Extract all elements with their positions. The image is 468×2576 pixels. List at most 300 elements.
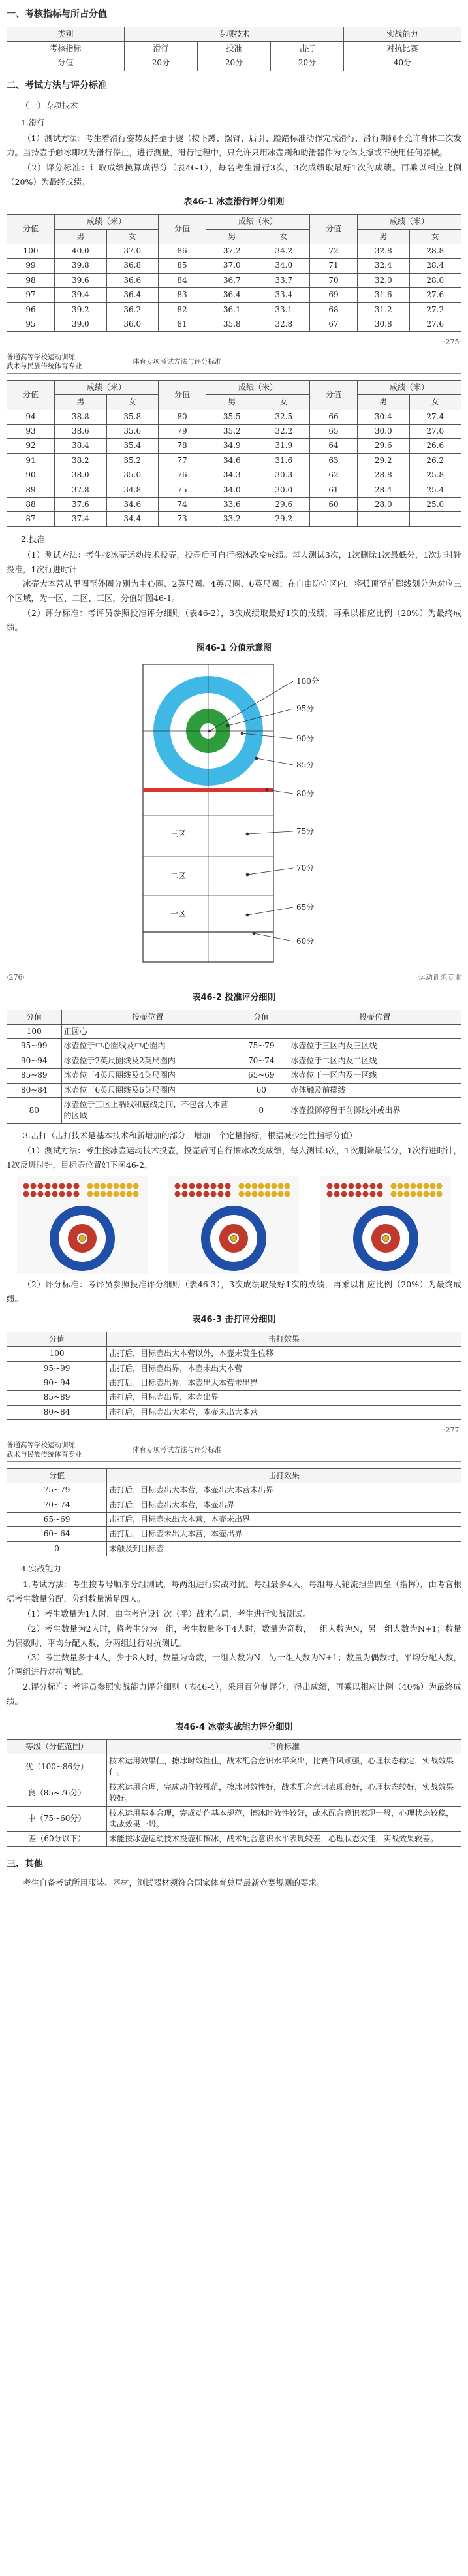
red-stone (182, 1191, 188, 1197)
table-row (7, 41, 461, 56)
col-header: 成绩（米） (206, 215, 310, 229)
table-cell: 75~79 (234, 1039, 289, 1054)
red-stone (326, 1183, 332, 1189)
yellow-stone (101, 1191, 106, 1197)
battle-scoring: 2.评分标准：考评员参照实战能力评分细则（表46-4），采用百分制评分，得出成绩，再乘以相应比例（40%）为最终成绩。 (7, 1682, 461, 1707)
table-cell: 35.2 (206, 425, 258, 439)
table-cell: 37.0 (106, 244, 158, 258)
slide-score-table-continued (7, 380, 461, 527)
red-stone (362, 1183, 368, 1189)
red-stone (377, 1191, 382, 1197)
running-header-left: 武术与民族传统体育专业 (7, 362, 82, 370)
table-cell: 39.2 (55, 302, 106, 317)
table-cell: 击打后，目标壶出大本营以外，本壶未发生位移 (107, 1347, 461, 1361)
table-cell: 25.0 (409, 498, 461, 512)
table-cell: 32.5 (258, 410, 309, 424)
table-cell: 70~74 (234, 1054, 289, 1068)
score-label: 90分 (296, 733, 314, 743)
table-cell (409, 512, 461, 526)
table-cell: 77 (158, 453, 206, 468)
table-cell: 正圆心 (61, 1025, 234, 1039)
table-cell: 65~69 (7, 1513, 107, 1527)
running-header-left: 武术与民族传统体育专业 (7, 1450, 82, 1458)
table-cell: 34.9 (206, 439, 258, 453)
table-row (7, 512, 461, 526)
table-cell: 31.9 (258, 439, 309, 453)
red-stone (59, 1183, 65, 1189)
table-cell: 92 (7, 439, 55, 453)
table-cell: 壶体触及前掷线 (289, 1083, 461, 1097)
col-header: 男 (358, 229, 409, 244)
yellow-stone (245, 1191, 251, 1197)
col-header: 成绩（米） (55, 215, 159, 229)
throw-zones: 冰壶大本营从里圈至外圈分别为中心圈、2英尺圈、4英尺圈、6英尺圈；在自由防守区内，将弧顶至前掷线划分为对应三个区域，为一区、二区、三区，分值如图46-1。 (7, 579, 461, 604)
table-cell: 20分 (124, 56, 197, 71)
table-row (7, 259, 461, 273)
table-cell: 61 (309, 483, 357, 497)
table-cell: 27.4 (409, 410, 461, 424)
running-header-left: 普通高等学校运动训练 (7, 1441, 75, 1449)
red-stone (204, 1191, 210, 1197)
hit-score-table-continued (7, 1468, 461, 1556)
table-cell: 33.4 (258, 288, 309, 302)
table-row (7, 1376, 461, 1391)
table-cell: 70~74 (7, 1498, 107, 1512)
table-cell: 25.8 (409, 468, 461, 483)
table-row (7, 453, 461, 468)
col-header: 分值 (7, 215, 55, 244)
red-stone (189, 1191, 195, 1197)
table-cell: 击打后，目标壶出大本营，本壶出界 (107, 1498, 461, 1512)
zone-label: 三区 (170, 829, 186, 839)
score-diagram (97, 660, 371, 967)
table-cell: 38.2 (55, 453, 106, 468)
table-cell: 36.8 (106, 259, 158, 273)
table-cell: 36.0 (106, 317, 158, 331)
table-cell: 冰壶位于二区内及二区线 (289, 1054, 461, 1068)
col-header: 成绩（米） (358, 380, 461, 394)
table-cell: 35.4 (106, 439, 158, 453)
table-row (7, 1025, 461, 1039)
table-cell: 60~64 (7, 1527, 107, 1541)
table-cell: 72 (309, 244, 357, 258)
red-stone (334, 1183, 339, 1189)
running-header (7, 353, 461, 374)
table-cell: 94 (7, 410, 55, 424)
red-stone (362, 1191, 368, 1197)
table-cell: 25.4 (409, 483, 461, 497)
yellow-stone (403, 1183, 409, 1189)
yellow-stone (114, 1191, 119, 1197)
table-cell: 专项技术 (124, 27, 343, 41)
table-cell: 30.8 (358, 317, 409, 331)
col-header: 女 (106, 229, 158, 244)
table-cell: 100 (7, 1347, 107, 1361)
table-row (7, 244, 461, 258)
table-row (7, 1832, 461, 1846)
red-stone (38, 1183, 44, 1189)
yellow-stone (436, 1191, 442, 1197)
col-header: 击打效果 (107, 1468, 461, 1483)
yellow-stone (410, 1183, 416, 1189)
table-row (7, 425, 461, 439)
slide-scoring: （2）评分标准：计取成绩换算成得分（表46-1），每名考生滑行3次，3次成绩取最好1次的成绩。再乘以相应比例（20%）为最终成绩。 (7, 162, 461, 187)
table-cell: 35.6 (106, 425, 158, 439)
table-cell: 27.6 (409, 317, 461, 331)
red-stone (67, 1191, 72, 1197)
table-cell: 击打 (271, 41, 344, 56)
table-cell (309, 512, 357, 526)
table-row (7, 229, 461, 244)
yellow-stone (107, 1191, 113, 1197)
yellow-stone (423, 1191, 429, 1197)
red-stone (369, 1183, 375, 1189)
table-row (7, 1347, 461, 1361)
yellow-stone (429, 1183, 435, 1189)
other-note: 考生自备考试所用服装、器材，测试器材须符合国家体育总局最新竞赛规则的要求。 (23, 1878, 325, 1888)
table-cell: 38.0 (55, 468, 106, 483)
yellow-stone (390, 1183, 396, 1189)
red-stone (189, 1183, 195, 1189)
table-row (7, 1498, 461, 1512)
table-cell: 32.2 (258, 425, 309, 439)
table-cell: 100 (7, 1025, 62, 1039)
col-header: 评价标准 (107, 1739, 461, 1754)
score-label: 75分 (296, 826, 314, 836)
page-number: ·276· (7, 973, 25, 982)
battle-rule-2: （2）考生数量为2人时，将考生分为一组，考生数量多于4人时，数量为奇数，一组人数为N，另一组人数为N+1；数量为偶数时，平均分配人数，分两组进行对抗测试。 (7, 1623, 461, 1648)
table-cell: 考核指标 (7, 41, 125, 56)
subsection-title: （一）专项技术 (21, 101, 78, 111)
yellow-stone (101, 1183, 106, 1189)
table-row (7, 1513, 461, 1527)
table-cell: 75~79 (7, 1483, 107, 1498)
table-cell: 27.0 (409, 425, 461, 439)
table-row (7, 483, 461, 497)
table-cell: 29.2 (258, 512, 309, 526)
col-header: 投壶位置 (61, 1010, 234, 1024)
table-row (7, 1083, 461, 1097)
col-header: 女 (409, 229, 461, 244)
table-cell: 35.8 (106, 410, 158, 424)
red-stone (74, 1191, 80, 1197)
table-cell: 40分 (344, 56, 461, 71)
table-cell: 35.8 (206, 317, 258, 331)
red-stone (182, 1183, 188, 1189)
yellow-stone (133, 1191, 139, 1197)
table-cell: 29.6 (258, 498, 309, 512)
table-cell: 28.0 (358, 498, 409, 512)
red-stone (31, 1191, 37, 1197)
table-cell: 36.4 (206, 288, 258, 302)
yellow-stone (258, 1183, 264, 1189)
red-stone (218, 1191, 224, 1197)
section-1-title: 一、考核指标与所占分值 (7, 9, 107, 20)
table-cell: 38.6 (55, 425, 106, 439)
table-row (7, 1541, 461, 1556)
col-header: 分值 (309, 215, 357, 244)
throw-scoring: （2）评分标准：考评员参照投准评分细则（表46-2），3次成绩取最好1次的成绩，再乘以相应比例（20%）为最终成绩。 (7, 608, 461, 633)
table-cell: 34.6 (106, 498, 158, 512)
target-stone (230, 1235, 237, 1242)
house-diagram (17, 1176, 148, 1274)
red-stone (348, 1183, 354, 1189)
indicator-table (7, 27, 461, 71)
table-cell: 39.8 (55, 259, 106, 273)
table-row (7, 1405, 461, 1419)
table-cell: 90~94 (7, 1376, 107, 1391)
running-header-right: 体育专项考试方法与评分标准 (133, 1445, 222, 1454)
table-row (7, 395, 461, 410)
table-cell: 34.2 (258, 244, 309, 258)
score-label: 60分 (296, 936, 314, 946)
table-cell: 击打后，目标壶出大本营，本壶未出大本营 (107, 1405, 461, 1419)
table-cell: 65~69 (234, 1069, 289, 1083)
table-row (7, 273, 461, 287)
yellow-stone (87, 1191, 93, 1197)
table-cell: 99 (7, 259, 55, 273)
yellow-stone (285, 1191, 290, 1197)
table-cell: 中（75~60分） (7, 1806, 107, 1832)
col-header: 分值 (7, 1468, 107, 1483)
yellow-stone (285, 1183, 290, 1189)
table-cell: 95~99 (7, 1039, 62, 1054)
house-diagram (168, 1176, 299, 1274)
table-cell: 73 (158, 512, 206, 526)
table-cell: 36.6 (106, 273, 158, 287)
table-row (7, 1332, 461, 1346)
table-cell: 20分 (197, 56, 270, 71)
table-cell: 75 (158, 483, 206, 497)
table-row (7, 1527, 461, 1541)
table-cell: 33.2 (206, 512, 258, 526)
zone-label: 一区 (170, 909, 186, 918)
table-cell: 85~89 (7, 1069, 62, 1083)
yellow-stone (239, 1191, 245, 1197)
table-cell: 技术运用基本合理，完成动作基本规范，擦冰时效性较好，战术配合意识表现一般，心理状态较稳，实战效果一般。 (107, 1806, 461, 1832)
table-cell: 74 (158, 498, 206, 512)
yellow-stone (265, 1183, 271, 1189)
red-stone (45, 1191, 51, 1197)
table-cell: 36.2 (106, 302, 158, 317)
red-stone (45, 1183, 51, 1189)
col-header: 成绩（米） (206, 380, 310, 394)
table-row (7, 1391, 461, 1405)
running-header-right: 体育专项考试方法与评分标准 (133, 357, 222, 366)
table-cell: 30.0 (258, 483, 309, 497)
table-row (7, 1806, 461, 1832)
page-number: ·277· (443, 1426, 461, 1435)
table-cell (234, 1025, 289, 1039)
table-cell: 89 (7, 483, 55, 497)
table-cell: 33.7 (258, 273, 309, 287)
table-cell: 91 (7, 453, 55, 468)
table-cell: 实战能力 (344, 27, 461, 41)
hog-line-marker (143, 788, 273, 792)
table-cell: 78 (158, 439, 206, 453)
table-cell: 100 (7, 244, 55, 258)
table-cell: 31.2 (358, 302, 409, 317)
table-cell: 0 (234, 1098, 289, 1124)
table-cell: 69 (309, 288, 357, 302)
table-row (7, 1039, 461, 1054)
table-cell: 技术运用合理，完成动作较规范，擦冰时效性好，战术配合意识表现良好，心理状态较好，实战效果较好。 (107, 1780, 461, 1806)
table-row (7, 1098, 461, 1124)
table-cell: 28.0 (409, 273, 461, 287)
col-header: 男 (55, 229, 106, 244)
yellow-stone (120, 1191, 126, 1197)
table-cell: 36.7 (206, 273, 258, 287)
yellow-stone (416, 1183, 422, 1189)
battle-rule-3: （3）考生数量多于4人，少于8人时，数量为奇数，一组人数为N，另一组人数为N+1；数量为偶数时，平均分配人数，分两组进行对抗测试。 (7, 1652, 461, 1677)
table-cell: 37.8 (55, 483, 106, 497)
table-row (7, 1361, 461, 1376)
table-cell: 滑行 (124, 41, 197, 56)
table-cell: 35.0 (106, 468, 158, 483)
table-cell: 击打后，目标壶出界，本壶出界 (107, 1391, 461, 1405)
red-stone (334, 1191, 339, 1197)
yellow-stone (397, 1191, 403, 1197)
col-header: 分值 (309, 380, 357, 410)
table-cell: 85~89 (7, 1391, 107, 1405)
table-cell: 击打后，目标壶出界，本壶出大本营未出界 (107, 1376, 461, 1391)
yellow-stone (397, 1183, 403, 1189)
section-3-title: 三、其他 (7, 1858, 43, 1869)
table-row (7, 439, 461, 453)
yellow-stone (87, 1183, 93, 1189)
red-stone (52, 1191, 58, 1197)
figure-46-1-caption: 图46-1 分值示意图 (196, 643, 272, 653)
table-cell: 34.8 (106, 483, 158, 497)
battle-method: 1.考试方法：考生按考号顺序分组测试，每两组进行实战对抗。每组最多4人，每组每人轮流担当四垒（指挥），由考官根据考生数量分配，分组数量满足四人。 (7, 1579, 461, 1603)
red-stone (67, 1183, 72, 1189)
table-cell: 93 (7, 425, 55, 439)
table-row (7, 215, 461, 229)
table-cell: 33.6 (206, 498, 258, 512)
score-label: 85分 (296, 760, 314, 769)
table-cell: 64 (309, 439, 357, 453)
col-header: 等级（分值范围） (7, 1739, 107, 1754)
table-cell: 62 (309, 468, 357, 483)
col-header: 女 (106, 395, 158, 410)
red-stone (52, 1183, 58, 1189)
table-cell: 35.2 (106, 453, 158, 468)
table-cell: 80~84 (7, 1405, 107, 1419)
table-cell: 85 (158, 259, 206, 273)
table-cell: 82 (158, 302, 206, 317)
col-header: 分值 (158, 215, 206, 244)
table-cell: 32.0 (358, 273, 409, 287)
yellow-stone (252, 1191, 258, 1197)
table-row (7, 498, 461, 512)
yellow-stone (127, 1183, 133, 1189)
yellow-stone (245, 1183, 251, 1189)
table-cell: 击打后，目标壶出大本营，本壶出大本营未出界 (107, 1483, 461, 1498)
red-stone (341, 1183, 347, 1189)
col-header: 分值 (7, 1332, 107, 1346)
table-cell: 60 (309, 498, 357, 512)
table-46-3-caption: 表46-3 击打评分细则 (192, 1315, 276, 1325)
table-cell: 34.3 (206, 468, 258, 483)
yellow-stone (423, 1183, 429, 1189)
hit-scoring: （2）评分标准：考评员参照投准评分细则（表46-3），3次成绩取最好1次的成绩，再乘以相应比例（20%）为最终成绩。 (7, 1280, 461, 1304)
yellow-stone (120, 1183, 126, 1189)
table-46-2-caption: 表46-2 投准评分细则 (192, 992, 276, 1003)
table-cell: 37.4 (55, 512, 106, 526)
slide-method: （1）测试方法：考生着滑行姿势及持壶于腿（按下蹲、摆臂、后引、蹬踏标准动作完成滑行，滑行期间不允许身体二次发力。当持壶手触冰即视为滑行停止，进行测量，滑行过程中，只允许只用冰壶刷和助滑器作为身体支撑或不使用任何器械。 (7, 133, 461, 157)
table-cell (358, 512, 409, 526)
table-cell: 67 (309, 317, 357, 331)
throw-method: （1）测试方法：考生按冰壶运动技术投壶，投壶后可自行擦冰改变成绩。每人测试3次，1次删除1次最低分，1次进时针投准，1次行进时针 (7, 549, 461, 574)
table-46-4-caption: 表46-4 冰壶实战能力评分细则 (175, 1722, 293, 1732)
table-row (7, 317, 461, 331)
table-cell: 38.4 (55, 439, 106, 453)
table-cell: 80 (7, 1098, 62, 1124)
table-cell: 击打后，目标壶未出大本营，本壶出界 (107, 1527, 461, 1541)
red-stone (225, 1183, 231, 1189)
table-cell: 39.4 (55, 288, 106, 302)
table-cell (289, 1025, 461, 1039)
red-stone (175, 1191, 181, 1197)
table-cell: 95~99 (7, 1361, 107, 1376)
table-cell: 33.1 (258, 302, 309, 317)
table-cell: 27.6 (409, 288, 461, 302)
red-stone (196, 1191, 202, 1197)
yellow-stone (429, 1191, 435, 1197)
col-header: 男 (358, 395, 409, 410)
running-header-right: 运动训练专业 (418, 973, 461, 982)
table-cell: 26.6 (409, 439, 461, 453)
yellow-stone (272, 1191, 277, 1197)
table-cell: 27.2 (409, 302, 461, 317)
red-stone (211, 1191, 217, 1197)
table-cell: 对抗比赛 (344, 41, 461, 56)
slide-heading: 1.滑行 (21, 118, 45, 128)
table-cell: 29.2 (358, 453, 409, 468)
table-cell: 32.4 (358, 259, 409, 273)
red-stone (204, 1183, 210, 1189)
col-header: 分值 (7, 380, 55, 410)
table-cell: 34.6 (206, 453, 258, 468)
table-cell: 30.4 (358, 410, 409, 424)
table-row (7, 288, 461, 302)
section-2-title: 二、考试方法与评分标准 (7, 80, 107, 91)
col-header: 击打效果 (107, 1332, 461, 1346)
col-header: 男 (55, 395, 106, 410)
battle-rule-1: （1）考生数量为1人时，由主考官设计次（平）战术布局，考生进行实战测试。 (23, 1608, 311, 1618)
red-stone (23, 1183, 29, 1189)
table-cell: 优（100~86分） (7, 1754, 107, 1780)
table-cell: 良（85~76分） (7, 1780, 107, 1806)
table-cell: 37.0 (206, 259, 258, 273)
table-row (7, 1468, 461, 1483)
table-cell: 26.2 (409, 453, 461, 468)
table-46-1-caption: 表46-1 冰壶滑行评分细则 (183, 197, 285, 208)
table-cell: 击打后，目标壶未出大本营，本壶未出界 (107, 1513, 461, 1527)
table-cell: 28.4 (409, 259, 461, 273)
table-cell: 88 (7, 498, 55, 512)
table-cell: 差（60分以下） (7, 1832, 107, 1846)
table-cell: 32.8 (358, 244, 409, 258)
table-cell: 34.4 (106, 512, 158, 526)
table-cell: 冰壶位于三区上端线和底线之间，不包含大本营的区域 (61, 1098, 234, 1124)
yellow-stone (94, 1183, 100, 1189)
table-cell: 96 (7, 302, 55, 317)
table-cell: 68 (309, 302, 357, 317)
table-cell: 37.6 (55, 498, 106, 512)
table-cell: 30.3 (258, 468, 309, 483)
yellow-stone (272, 1183, 277, 1189)
